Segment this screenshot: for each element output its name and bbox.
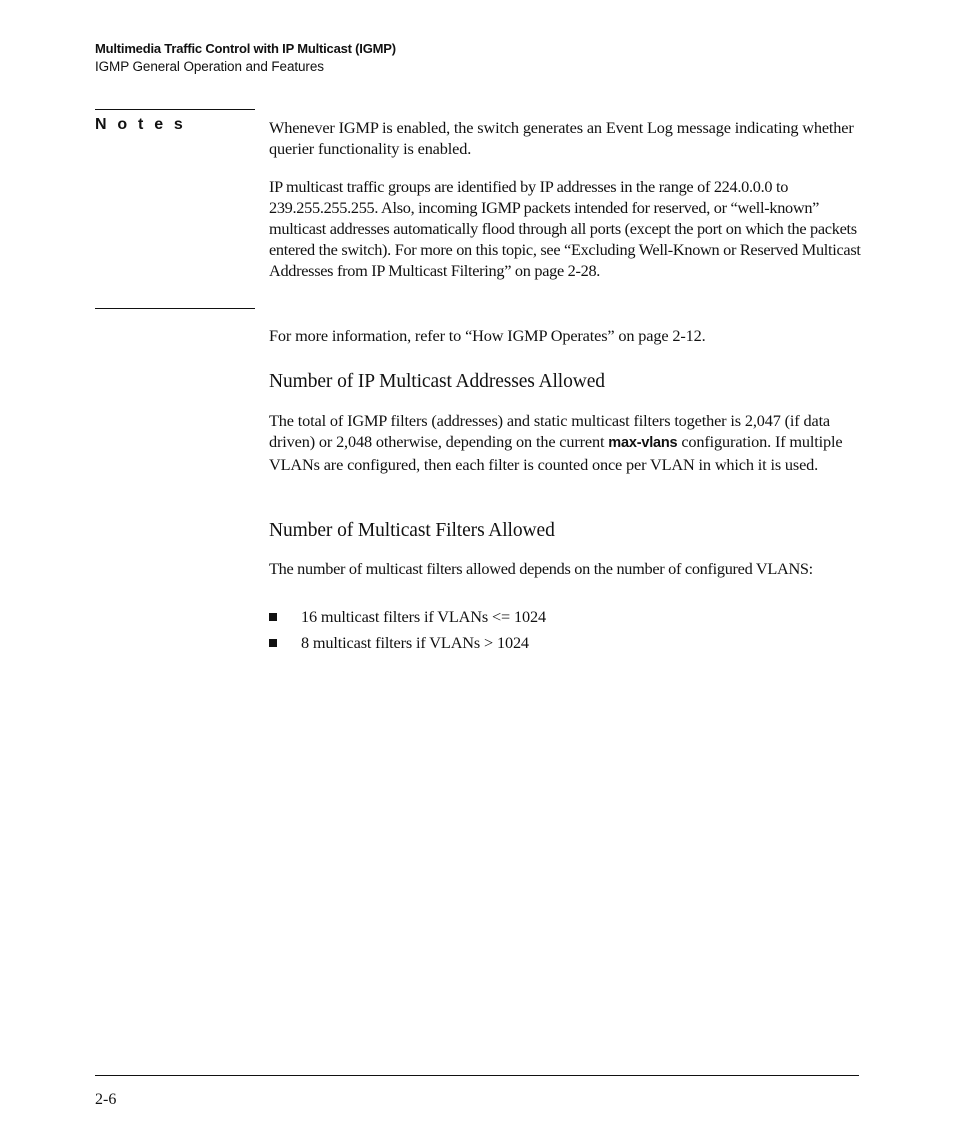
bullet-text: 8 multicast filters if VLANs > 1024 (301, 633, 529, 652)
square-bullet-icon (269, 613, 277, 621)
notes-paragraph-2: IP multicast traffic groups are identified by IP addresses in the range of 224.0.0.0 to 239.255.255.255. Also, incoming IGMP packets intended for reserved, or “well-known” multicast addresses automatically flood through all ports (except the port on which the packets entered the switch). For more on this topic, see “Excluding Well-Known or Reserved Multicast Addresses from IP Multicast Filtering” on page 2-28. (269, 177, 861, 280)
bullet-item (269, 632, 861, 653)
max-vlans-command: max-vlans (608, 435, 678, 451)
section-heading-multicast-filters: Number of Multicast Filters Allowed (269, 520, 555, 541)
notes-paragraph-1: Whenever IGMP is enabled, the switch generates an Event Log message indicating whether querier functionality is enabled. (269, 118, 854, 158)
footer-rule (95, 1075, 859, 1076)
running-header (95, 40, 795, 76)
section2-paragraph: The number of multicast filters allowed depends on the number of configured VLANS: (269, 559, 813, 578)
section-heading-ip-multicast-addresses: Number of IP Multicast Addresses Allowed (269, 371, 605, 392)
section1-text-after: configuration. If multiple VLANs are configured, then each filter is counted once per VLAN in which it is used. (269, 432, 843, 474)
notes-top-rule (95, 109, 255, 110)
section1-paragraph (269, 410, 861, 475)
notes-label: N o t e s (95, 116, 187, 133)
section1-text-before: The total of IGMP filters (addresses) and static multicast filters together is 2,047 (if data driven) or 2,048 otherwise, depending on the current (269, 411, 831, 451)
more-info-paragraph: For more information, refer to “How IGMP Operates” on page 2-12. (269, 326, 706, 345)
page-number: 2-6 (95, 1091, 117, 1108)
section-title: IGMP General Operation and Features (95, 59, 324, 74)
notes-bottom-rule (95, 308, 255, 309)
bullet-text: 16 multicast filters if VLANs <= 1024 (301, 607, 546, 626)
chapter-title: Multimedia Traffic Control with IP Multicast (IGMP) (95, 41, 396, 56)
bullet-item (269, 606, 861, 627)
square-bullet-icon (269, 639, 277, 647)
